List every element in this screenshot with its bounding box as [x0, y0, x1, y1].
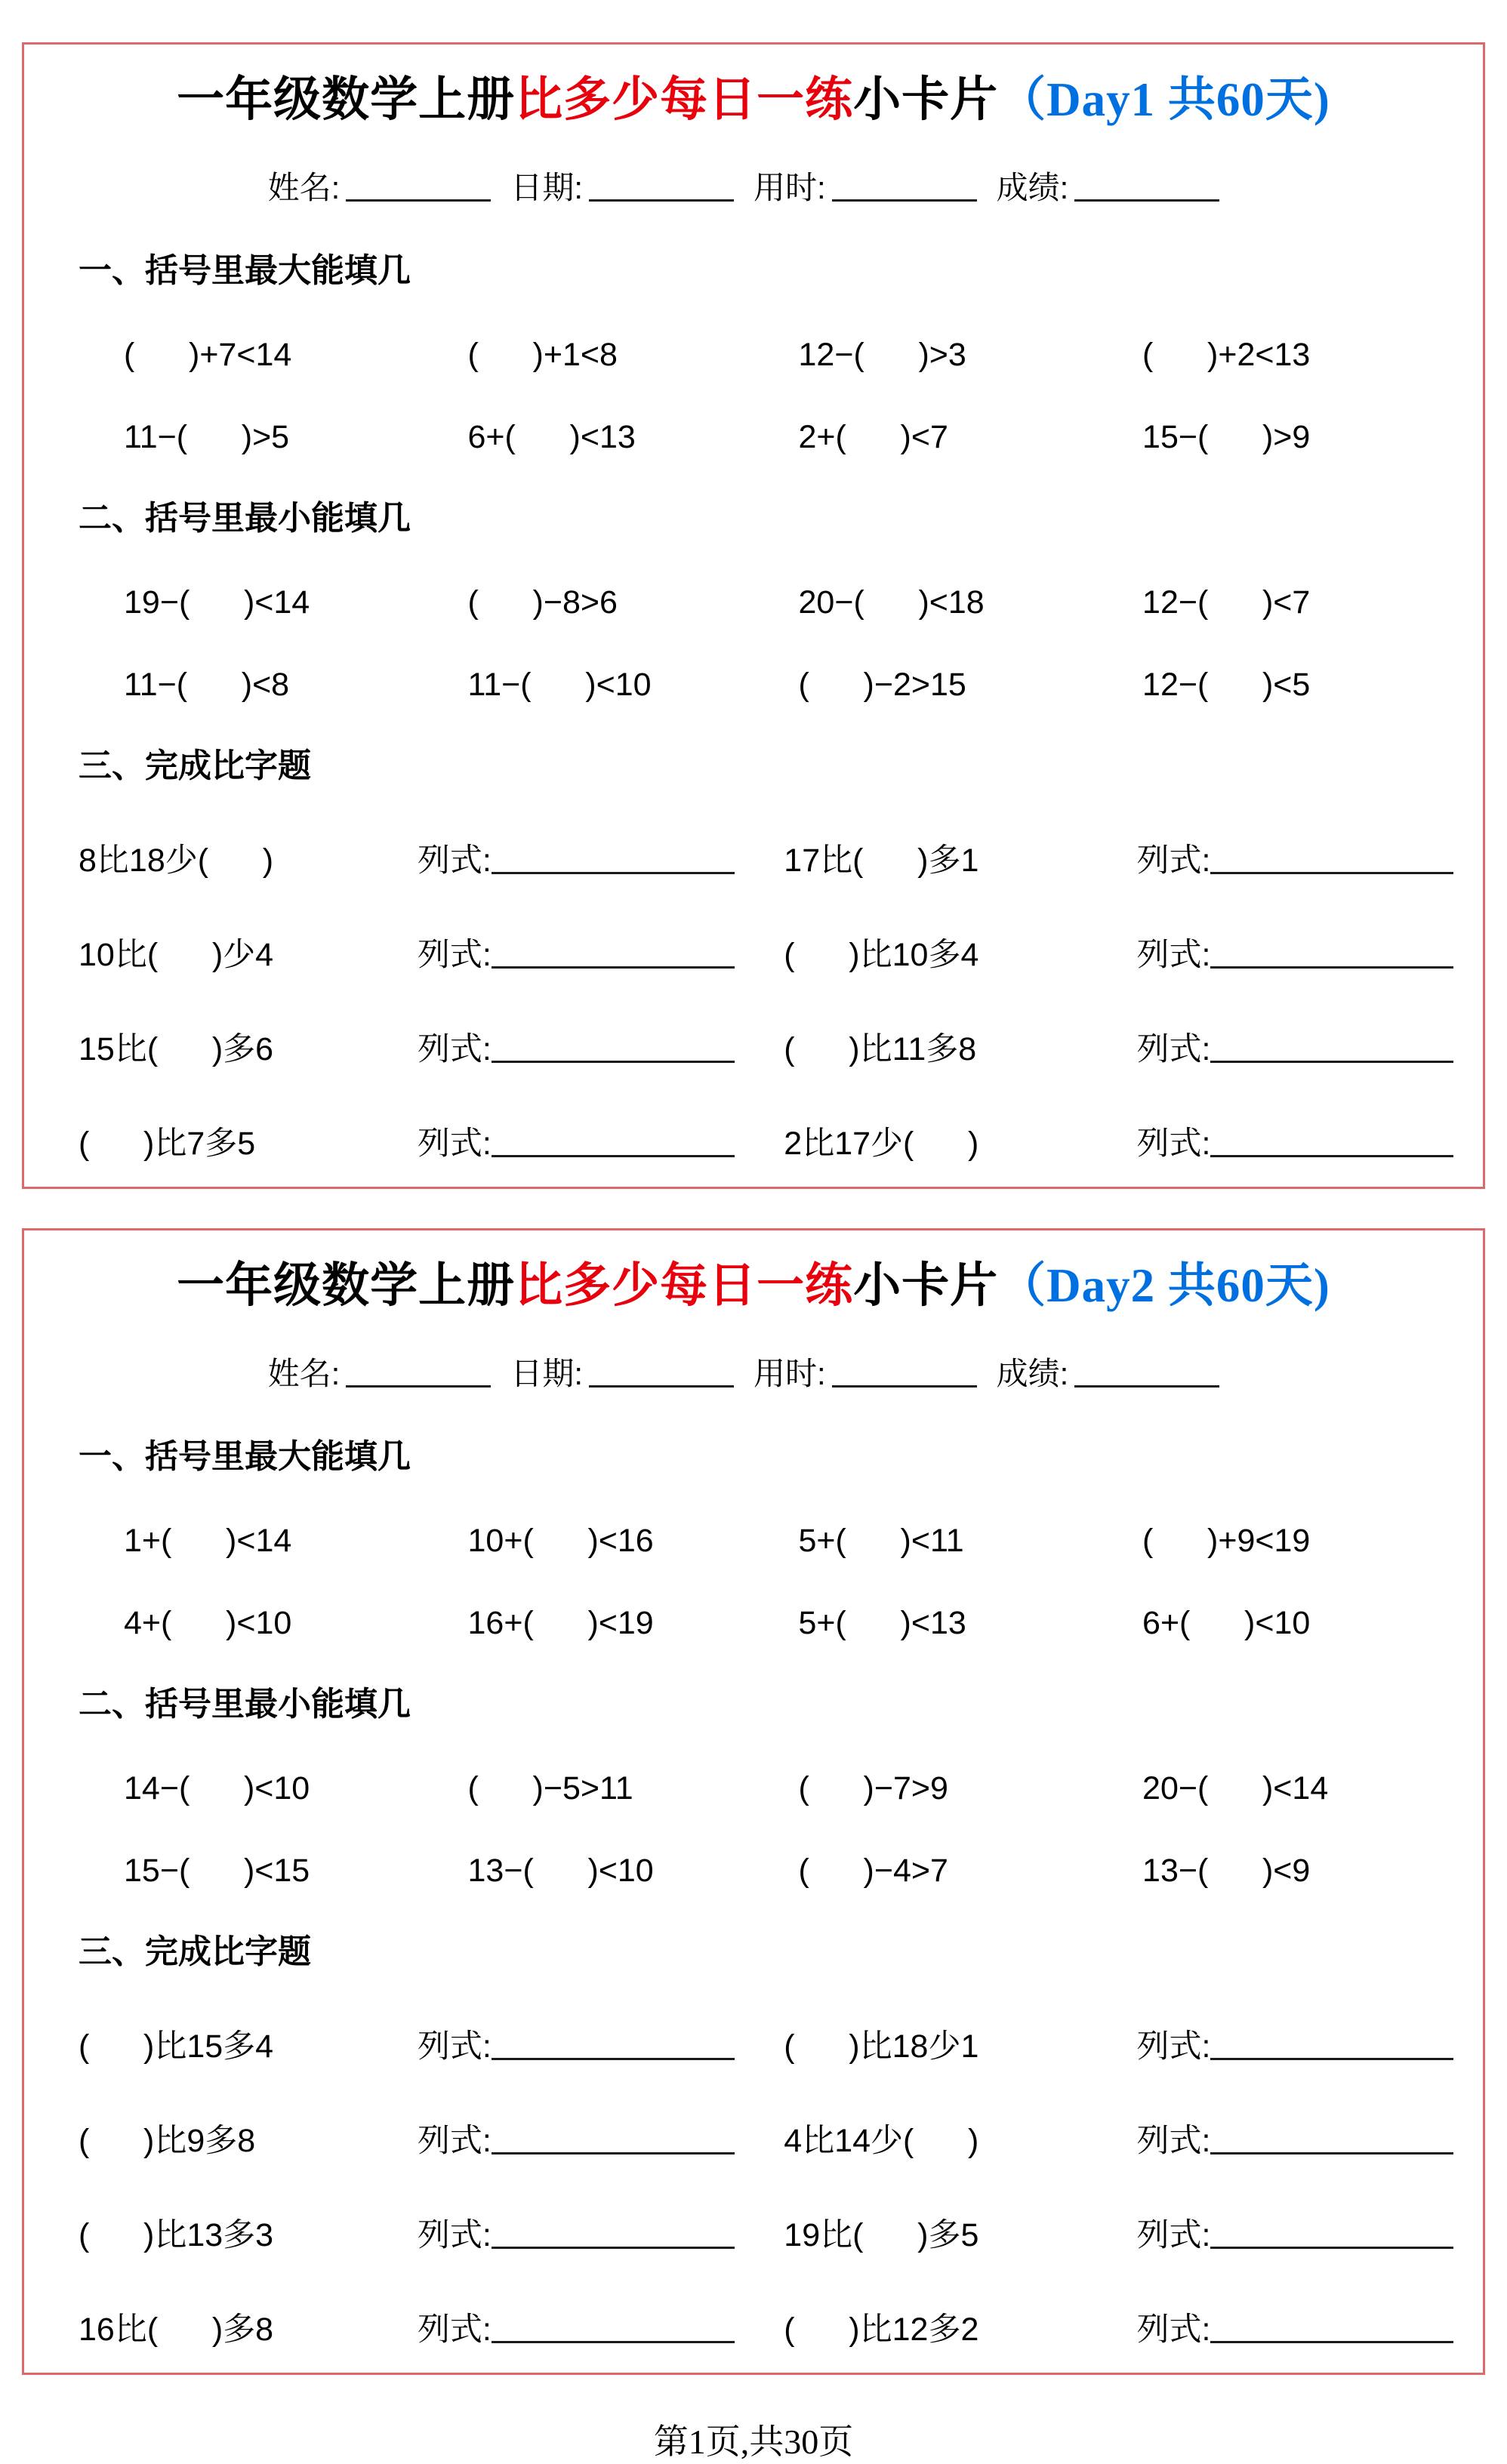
section-3-heading: 三、完成比字题 — [79, 1933, 311, 1970]
card-title-segment-part1: 一年级数学上册 — [177, 1258, 516, 1312]
comparison-row — [45, 835, 1462, 881]
card-title-segment-part2: 比多少每日一练 — [515, 73, 854, 126]
comparison-problem: 17比( )多1 — [784, 842, 979, 879]
score-blank — [1074, 1357, 1219, 1388]
problem: 16+( )<19 — [467, 1604, 654, 1641]
expression-label: 列式: — [1136, 1030, 1211, 1067]
date-blank — [589, 171, 734, 202]
expression-cell — [1136, 1118, 1462, 1164]
date-label: 日期: — [510, 169, 583, 205]
expression-blank — [492, 844, 735, 874]
expression-label: 列式: — [417, 842, 492, 879]
comparison-problem: ( )比18少1 — [784, 2028, 979, 2065]
card-title-segment-part4: （Day2 共60天) — [998, 1258, 1330, 1312]
expression-cell — [1136, 2210, 1462, 2256]
comparison-row — [45, 2304, 1462, 2350]
time-label: 用时: — [754, 1355, 826, 1391]
page-footer: 第1页,共30页 — [653, 2422, 854, 2461]
expression-blank — [1210, 844, 1453, 874]
expression-label: 列式: — [417, 2216, 492, 2253]
expression-cell — [418, 1024, 784, 1070]
problem: 12−( )<7 — [1142, 584, 1311, 621]
problem: 20−( )<18 — [798, 584, 985, 621]
comparison-problem: ( )比7多5 — [79, 1125, 256, 1162]
name-blank — [346, 1357, 491, 1388]
problem: 6+( )<10 — [1142, 1604, 1311, 1641]
problem: ( )+1<8 — [467, 336, 618, 373]
expression-blank — [1210, 2313, 1453, 2343]
expression-blank — [492, 1033, 735, 1063]
score-label: 成绩: — [996, 169, 1069, 205]
problem-row — [45, 1605, 1462, 1642]
problem: 11−( )<10 — [467, 666, 652, 703]
card-title-segment-part3: 小卡片 — [853, 1258, 999, 1312]
comparison-problem: 16比( )多8 — [79, 2311, 274, 2348]
expression-blank — [1210, 1127, 1453, 1157]
expression-label: 列式: — [1136, 842, 1211, 879]
comparison-row — [45, 2210, 1462, 2256]
problem-row — [45, 584, 1462, 621]
problem-row — [45, 337, 1462, 374]
comparison-problem: ( )比12多2 — [784, 2311, 979, 2348]
expression-blank — [492, 2313, 735, 2343]
expression-label: 列式: — [417, 936, 492, 973]
problem: ( )−8>6 — [467, 584, 618, 621]
comparison-row — [45, 2021, 1462, 2067]
expression-blank — [492, 1127, 735, 1157]
expression-label: 列式: — [1136, 1125, 1211, 1162]
problem: ( )+9<19 — [1142, 1522, 1311, 1559]
problem: 13−( )<10 — [467, 1852, 654, 1889]
card-title — [45, 70, 1462, 130]
expression-label: 列式: — [1136, 2028, 1211, 2065]
expression-cell — [1136, 835, 1462, 881]
expression-cell — [418, 2210, 784, 2256]
problem: ( )−4>7 — [798, 1852, 948, 1889]
date-label: 日期: — [510, 1355, 583, 1391]
comparison-problem: ( )比9多8 — [79, 2122, 256, 2159]
expression-blank — [1210, 1033, 1453, 1063]
expression-blank — [492, 2219, 735, 2249]
comparison-problem: 2比17少( ) — [784, 1125, 979, 1162]
expression-label: 列式: — [417, 1125, 492, 1162]
expression-label: 列式: — [417, 2028, 492, 2065]
problem: 5+( )<11 — [798, 1522, 964, 1559]
problem: 11−( )<8 — [124, 666, 290, 703]
expression-cell — [418, 2304, 784, 2350]
time-blank — [832, 171, 977, 202]
card-title-segment-part4: （Day1 共60天) — [998, 73, 1330, 126]
problem: 6+( )<13 — [467, 418, 636, 455]
problem: ( )+7<14 — [124, 336, 292, 373]
comparison-problem: ( )比15多4 — [79, 2028, 274, 2065]
problem: 2+( )<7 — [798, 418, 948, 455]
problem-row — [45, 419, 1462, 456]
problem: 20−( )<14 — [1142, 1769, 1329, 1806]
card-title-segment-part1: 一年级数学上册 — [177, 73, 516, 126]
expression-blank — [492, 2124, 735, 2154]
problem: 15−( )<15 — [124, 1852, 310, 1889]
expression-label: 列式: — [417, 1030, 492, 1067]
expression-label: 列式: — [1136, 936, 1211, 973]
info-line — [45, 1349, 1462, 1394]
problem: 19−( )<14 — [124, 584, 310, 621]
problem: 4+( )<10 — [124, 1604, 292, 1641]
expression-cell — [418, 929, 784, 975]
name-label: 姓名: — [267, 1355, 341, 1391]
expression-blank — [1210, 938, 1453, 969]
problem: ( )−2>15 — [798, 666, 966, 703]
expression-blank — [1210, 2124, 1453, 2154]
expression-cell — [1136, 2021, 1462, 2067]
comparison-problem: ( )比13多3 — [79, 2216, 274, 2253]
problem-row — [45, 1770, 1462, 1807]
problem: 14−( )<10 — [124, 1769, 310, 1806]
worksheet-card-day1 — [22, 42, 1485, 1189]
expression-cell — [418, 2115, 784, 2161]
section-2-heading: 二、括号里最小能填几 — [79, 499, 411, 537]
problem: 12−( )<5 — [1142, 666, 1311, 703]
comparison-row — [45, 2115, 1462, 2161]
comparison-problem: 15比( )多6 — [79, 1030, 274, 1067]
comparison-row — [45, 1024, 1462, 1070]
comparison-problem: 19比( )多5 — [784, 2216, 979, 2253]
comparison-problem: ( )比11多8 — [784, 1030, 977, 1067]
expression-blank — [1210, 2030, 1453, 2060]
comparison-problem: 4比14少( ) — [784, 2122, 979, 2159]
problem-row — [45, 1523, 1462, 1560]
problem: ( )+2<13 — [1142, 336, 1311, 373]
comparison-problem: 10比( )少4 — [79, 936, 274, 973]
expression-blank — [1210, 2219, 1453, 2249]
time-blank — [832, 1357, 977, 1388]
score-label: 成绩: — [996, 1355, 1069, 1391]
problem-row — [45, 1853, 1462, 1890]
problem: 1+( )<14 — [124, 1522, 292, 1559]
section-1-heading: 一、括号里最大能填几 — [79, 1437, 411, 1475]
comparison-problem: 8比18少( ) — [79, 842, 274, 879]
section-3-heading: 三、完成比字题 — [79, 747, 311, 784]
expression-cell — [418, 835, 784, 881]
comparison-row — [45, 1118, 1462, 1164]
problem: 12−( )>3 — [798, 336, 966, 373]
comparison-problem: ( )比10多4 — [784, 936, 979, 973]
expression-label: 列式: — [1136, 2216, 1211, 2253]
date-blank — [589, 1357, 734, 1388]
card-title — [45, 1256, 1462, 1316]
section-1-heading: 一、括号里最大能填几 — [79, 251, 411, 289]
problem: 15−( )>9 — [1142, 418, 1311, 455]
expression-label: 列式: — [1136, 2122, 1211, 2159]
expression-cell — [1136, 929, 1462, 975]
worksheet-card-day2 — [22, 1228, 1485, 2375]
expression-cell — [418, 2021, 784, 2067]
expression-label: 列式: — [417, 2311, 492, 2348]
expression-cell — [1136, 2304, 1462, 2350]
expression-blank — [492, 938, 735, 969]
problem: 5+( )<13 — [798, 1604, 966, 1641]
expression-label: 列式: — [417, 2122, 492, 2159]
name-label: 姓名: — [267, 169, 341, 205]
expression-blank — [492, 2030, 735, 2060]
card-title-segment-part2: 比多少每日一练 — [515, 1258, 854, 1312]
time-label: 用时: — [754, 169, 826, 205]
expression-cell — [418, 1118, 784, 1164]
problem: ( )−5>11 — [467, 1769, 633, 1806]
card-title-segment-part3: 小卡片 — [853, 73, 999, 126]
name-blank — [346, 171, 491, 202]
comparison-row — [45, 929, 1462, 975]
info-line — [45, 163, 1462, 208]
problem: 10+( )<16 — [467, 1522, 654, 1559]
problem: 13−( )<9 — [1142, 1852, 1311, 1889]
expression-label: 列式: — [1136, 2311, 1211, 2348]
problem-row — [45, 667, 1462, 704]
score-blank — [1074, 171, 1219, 202]
problem: ( )−7>9 — [798, 1769, 948, 1806]
problem: 11−( )>5 — [124, 418, 290, 455]
expression-cell — [1136, 2115, 1462, 2161]
expression-cell — [1136, 1024, 1462, 1070]
section-2-heading: 二、括号里最小能填几 — [79, 1685, 411, 1723]
